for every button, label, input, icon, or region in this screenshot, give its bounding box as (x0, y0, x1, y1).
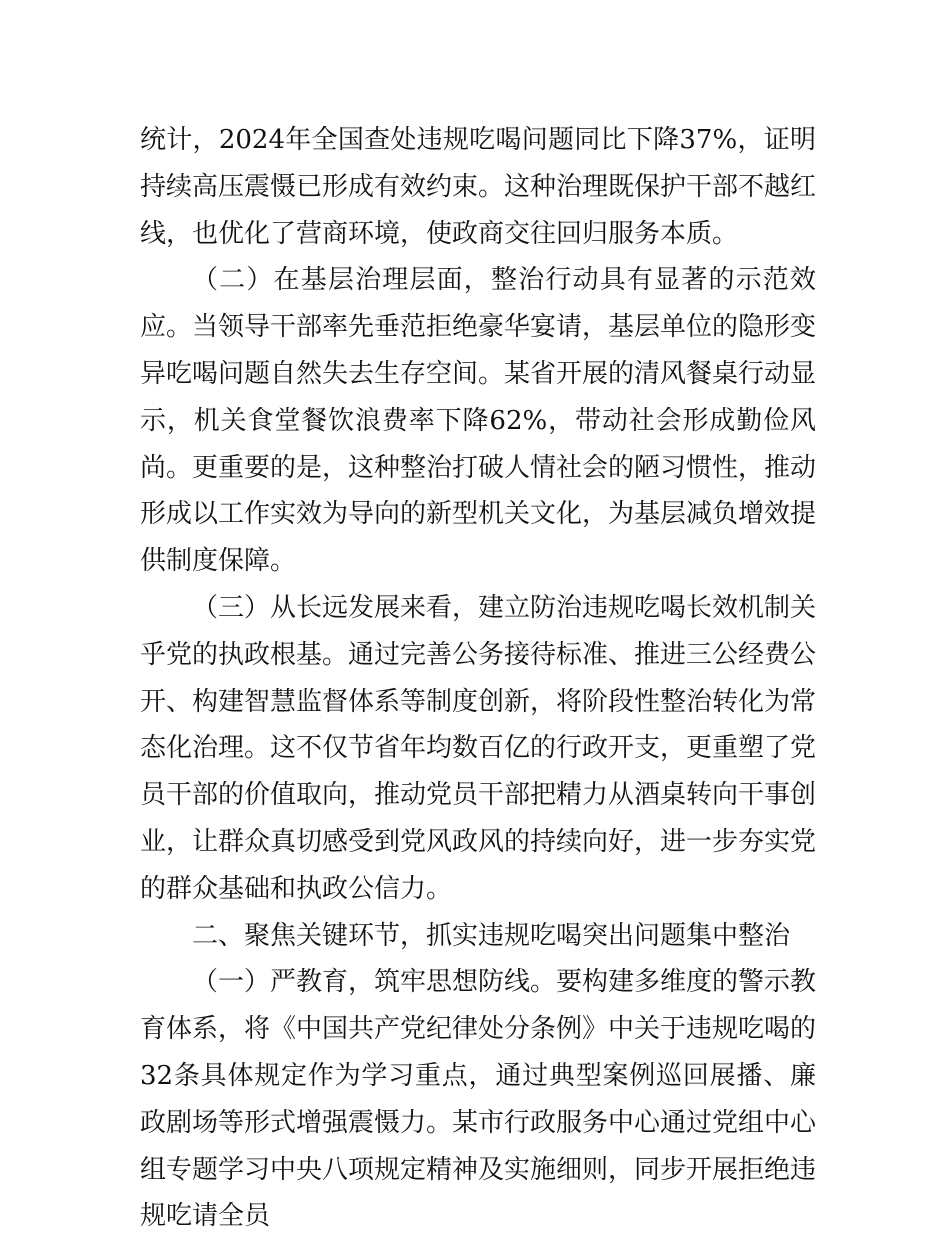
paragraph-grassroots-governance: （二）在基层治理层面，整治行动具有显著的示范效应。当领导干部率先垂范拒绝豪华宴请，基层单位的隐形变异吃喝问题自然失去生存空间。某省开展的清风餐桌行动显示，机关食堂餐饮浪费率下降62%，带动社会形成勤俭风尚。更重要的是，这种整治打破人情社会的陋习惯性，推动形成以工作实效为导向的新型机关文化，为基层减负增效提供制度保障。 (140, 265, 817, 577)
document-body (140, 117, 816, 1240)
paragraph-long-term-mechanism: （三）从长远发展来看，建立防治违规吃喝长效机制关乎党的执政根基。通过完善公务接待标准、推进三公经费公开、构建智慧监督体系等制度创新，将阶段性整治转化为常态化治理。这不仅节省年均数百亿的行政开支，更重塑了党员干部的价值取向，推动党员干部把精力从酒桌转向干事创业，让群众真切感受到党风政风的持续向好，进一步夯实党的群众基础和执政公信力。 (140, 592, 817, 904)
paragraph-strict-education: （一）严教育，筑牢思想防线。要构建多维度的警示教育体系，将《中国共产党纪律处分条例》中关于违规吃喝的32条具体规定作为学习重点，通过典型案例巡回展播、廉政剧场等形式增强震慑力。某市行政服务中心通过党组中心组专题学习中央八项规定精神及实施细则，同步开展拒绝违规吃请全员 (140, 967, 817, 1232)
paragraph-continuation: 统计，2024年全国查处违规吃喝问题同比下降37%，证明持续高压震慑已形成有效约束。这种治理既保护干部不越红线，也优化了营商环境，使政商交往回归服务本质。 (140, 125, 817, 249)
section-heading: 二、聚焦关键环节，抓实违规吃喝突出问题集中整治 (192, 920, 791, 951)
